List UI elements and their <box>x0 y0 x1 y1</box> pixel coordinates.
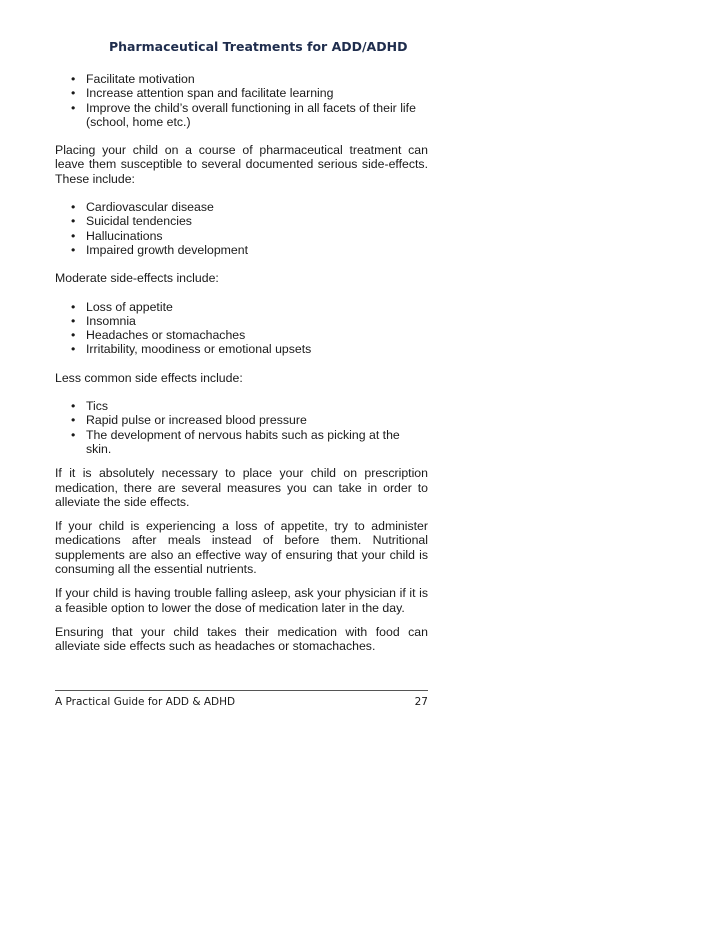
benefits-list <box>55 72 428 129</box>
paragraph-less-common-side-effects: Less common side effects include: <box>55 370 243 385</box>
page-number: 27 <box>414 696 428 708</box>
less-common-effects-list <box>55 399 428 456</box>
list-item: • Tics <box>70 399 428 413</box>
paragraph-serious-side-effects: Placing your child on a course of pharmaceutical treatment can leave them susceptible to several documented serious side-effects. These include: <box>55 143 428 186</box>
list-item: • Loss of appetite <box>70 300 428 314</box>
footer-divider <box>55 690 428 691</box>
list-item: • Increase attention span and facilitate learning <box>70 86 428 100</box>
paragraph-appetite: If your child is experiencing a loss of appetite, try to administer medications after meals instead of before them. Nutritional supplements are also an effective way of ensuring that your child is consuming all the essential nutrients. <box>55 519 428 577</box>
list-item: • Impaired growth development <box>70 243 428 257</box>
list-item: • The development of nervous habits such as picking at the skin. <box>70 428 428 457</box>
page-title: Pharmaceutical Treatments for ADD/ADHD <box>109 39 408 54</box>
list-item: • Cardiovascular disease <box>70 200 428 214</box>
paragraph-moderate-side-effects: Moderate side-effects include: <box>55 271 219 286</box>
list-item: • Suicidal tendencies <box>70 214 428 228</box>
list-item: • Hallucinations <box>70 229 428 243</box>
paragraph-sleep: If your child is having trouble falling asleep, ask your physician if it is a feasible option to lower the dose of medication later in the day. <box>55 586 428 615</box>
body-text <box>55 72 428 654</box>
list-item: • Facilitate motivation <box>70 72 428 86</box>
moderate-effects-list <box>55 300 428 357</box>
list-item: • Insomnia <box>70 314 428 328</box>
footer-book-title: A Practical Guide for ADD & ADHD <box>55 696 236 708</box>
list-item: • Improve the child’s overall functioning in all facets of their life (school, home etc.) <box>70 101 428 130</box>
serious-effects-list <box>55 200 428 257</box>
list-item: • Rapid pulse or increased blood pressure <box>70 413 428 427</box>
paragraph-food: Ensuring that your child takes their medication with food can alleviate side effects such as headaches or stomachaches. <box>55 624 428 654</box>
list-item: • Headaches or stomachaches <box>70 328 428 342</box>
list-item: • Irritability, moodiness or emotional upsets <box>70 342 428 356</box>
paragraph-measures: If it is absolutely necessary to place your child on prescription medication, there are several measures you can take in order to alleviate the side effects. <box>55 466 428 509</box>
